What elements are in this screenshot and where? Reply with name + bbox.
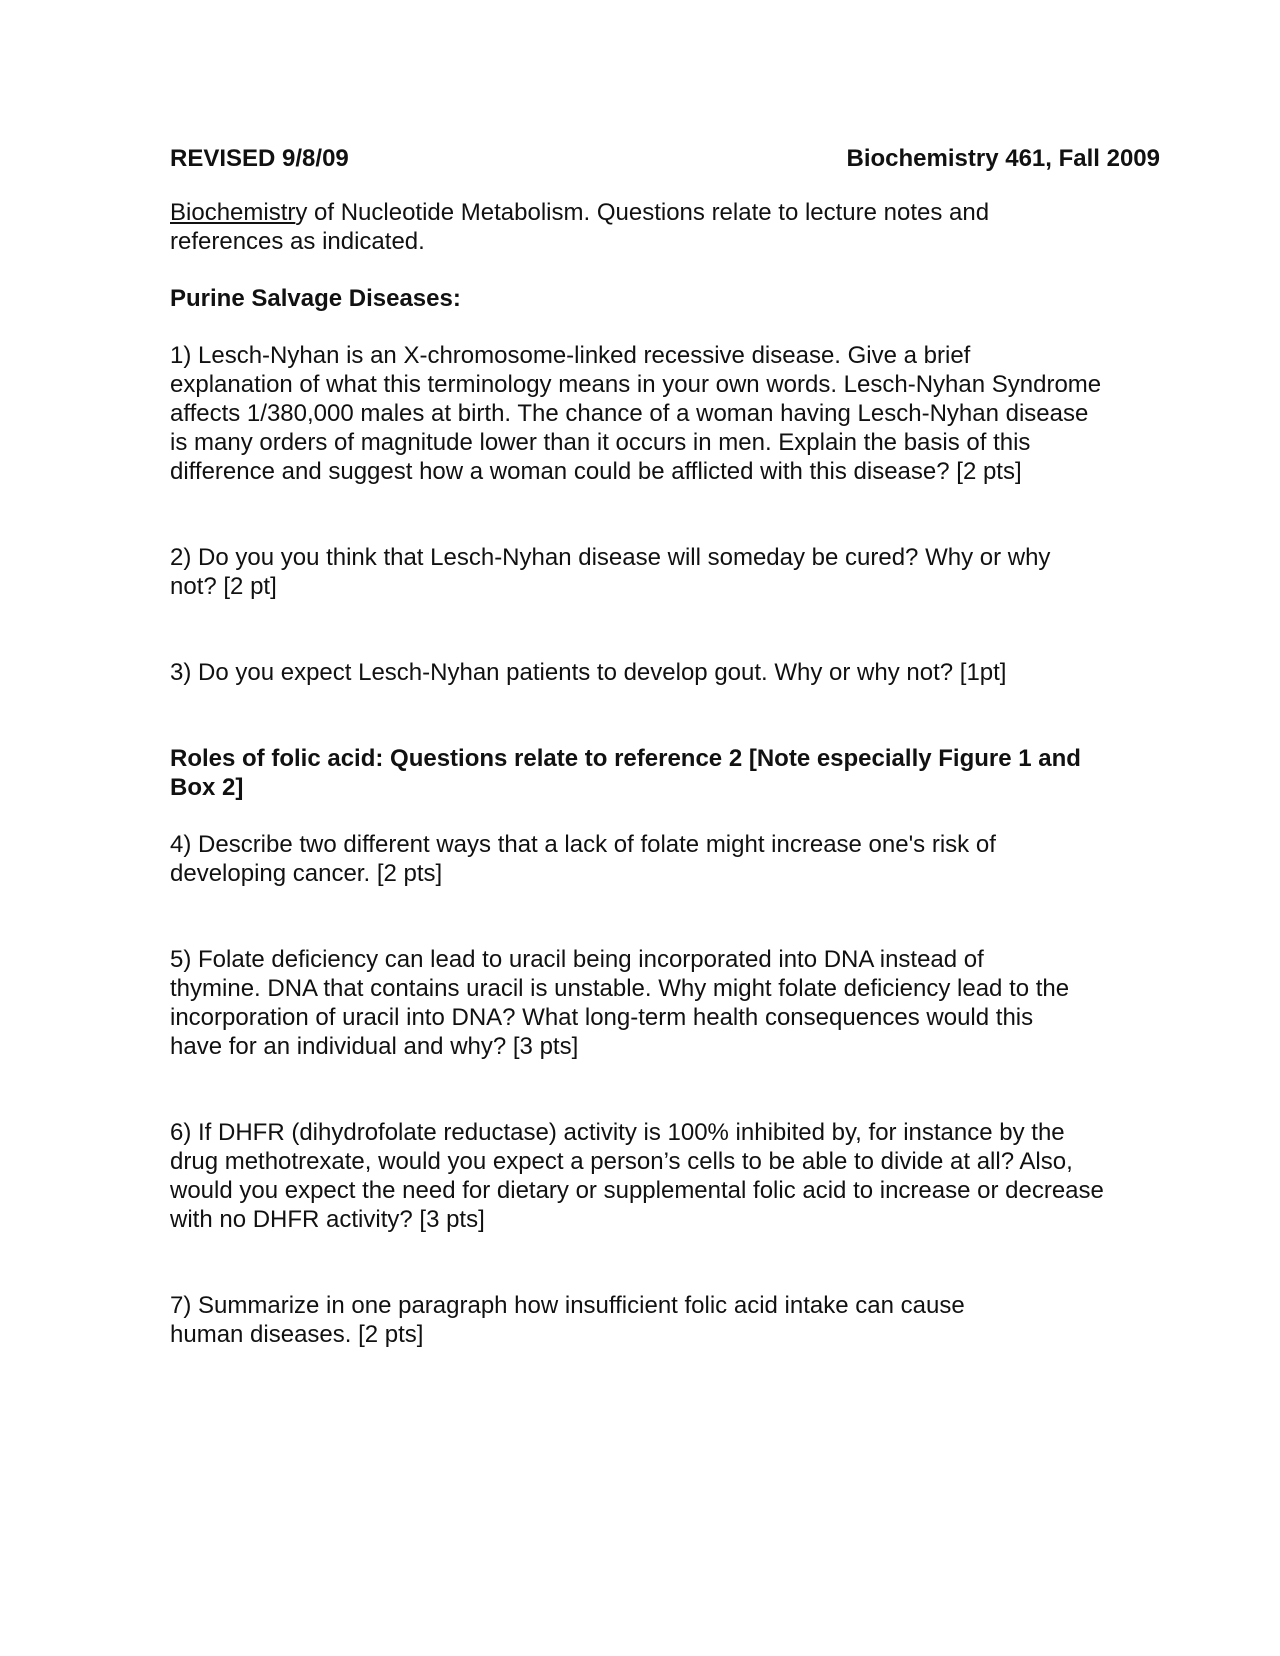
question-7-line: 7) Summarize in one paragraph how insufficient folic acid intake can cause: [170, 1292, 965, 1319]
folic-acid-section-heading: [170, 744, 1160, 802]
question-5-line: thymine. DNA that contains uracil is unstable. Why might folate deficiency lead to the: [170, 975, 1070, 1002]
question-1-line: is many orders of magnitude lower than it occurs in men. Explain the basis of this: [170, 429, 1031, 456]
folic-heading-line-1: Roles of folic acid: Questions relate to reference 2 [Note especially Figure 1 and: [170, 745, 1081, 772]
question-4: [170, 830, 1160, 888]
question-5-line: incorporation of uracil into DNA? What long-term health consequences would this: [170, 1004, 1034, 1031]
document-page: [170, 142, 1160, 1349]
folic-heading-line-2: Box 2]: [170, 774, 244, 801]
question-1-line: explanation of what this terminology means in your own words. Lesch-Nyhan Syndrome: [170, 371, 1102, 398]
intro-paragraph: [170, 198, 1160, 256]
question-5-line: 5) Folate deficiency can lead to uracil being incorporated into DNA instead of: [170, 946, 984, 973]
question-7-line: human diseases. [2 pts]: [170, 1321, 424, 1348]
question-1-line: affects 1/380,000 males at birth. The chance of a woman having Lesch-Nyhan disease: [170, 400, 1089, 427]
intro-line-2: references as indicated.: [170, 228, 425, 255]
question-4-line: developing cancer. [2 pts]: [170, 860, 443, 887]
intro-line-1: [170, 198, 1160, 227]
purine-section-heading: Purine Salvage Diseases:: [170, 285, 461, 312]
question-3: [170, 658, 1160, 687]
question-1: [170, 341, 1160, 486]
question-2: [170, 543, 1160, 601]
question-4-line: 4) Describe two different ways that a lack of folate might increase one's risk of: [170, 831, 996, 858]
question-1-line: difference and suggest how a woman could be afflicted with this disease? [2 pts]: [170, 458, 1022, 485]
question-6-line: would you expect the need for dietary or supplemental folic acid to increase or decrease: [170, 1177, 1104, 1204]
question-6-line: drug methotrexate, would you expect a person’s cells to be able to divide at all? Also,: [170, 1148, 1073, 1175]
question-2-line: 2) Do you you think that Lesch-Nyhan disease will someday be cured? Why or why: [170, 544, 1051, 571]
question-6-line: with no DHFR activity? [3 pts]: [170, 1206, 485, 1233]
intro-line-1-rest: y of Nucleotide Metabolism. Questions relate to lecture notes and: [295, 199, 990, 226]
question-6-line: 6) If DHFR (dihydrofolate reductase) activity is 100% inhibited by, for instance by the: [170, 1119, 1065, 1146]
intro-underlined-word: Biochemistr: [170, 199, 296, 226]
question-1-line: 1) Lesch-Nyhan is an X-chromosome-linked recessive disease. Give a brief: [170, 342, 971, 369]
revision-date: REVISED 9/8/09: [170, 145, 349, 172]
question-5-line: have for an individual and why? [3 pts]: [170, 1033, 579, 1060]
question-5: [170, 945, 1160, 1061]
question-3-line: 3) Do you expect Lesch-Nyhan patients to develop gout. Why or why not? [1pt]: [170, 659, 1007, 686]
question-7: [170, 1291, 1160, 1349]
question-2-line: not? [2 pt]: [170, 573, 277, 600]
document-header: [170, 142, 1160, 176]
course-title: Biochemistry 461, Fall 2009: [846, 145, 1160, 172]
question-6: [170, 1118, 1160, 1234]
